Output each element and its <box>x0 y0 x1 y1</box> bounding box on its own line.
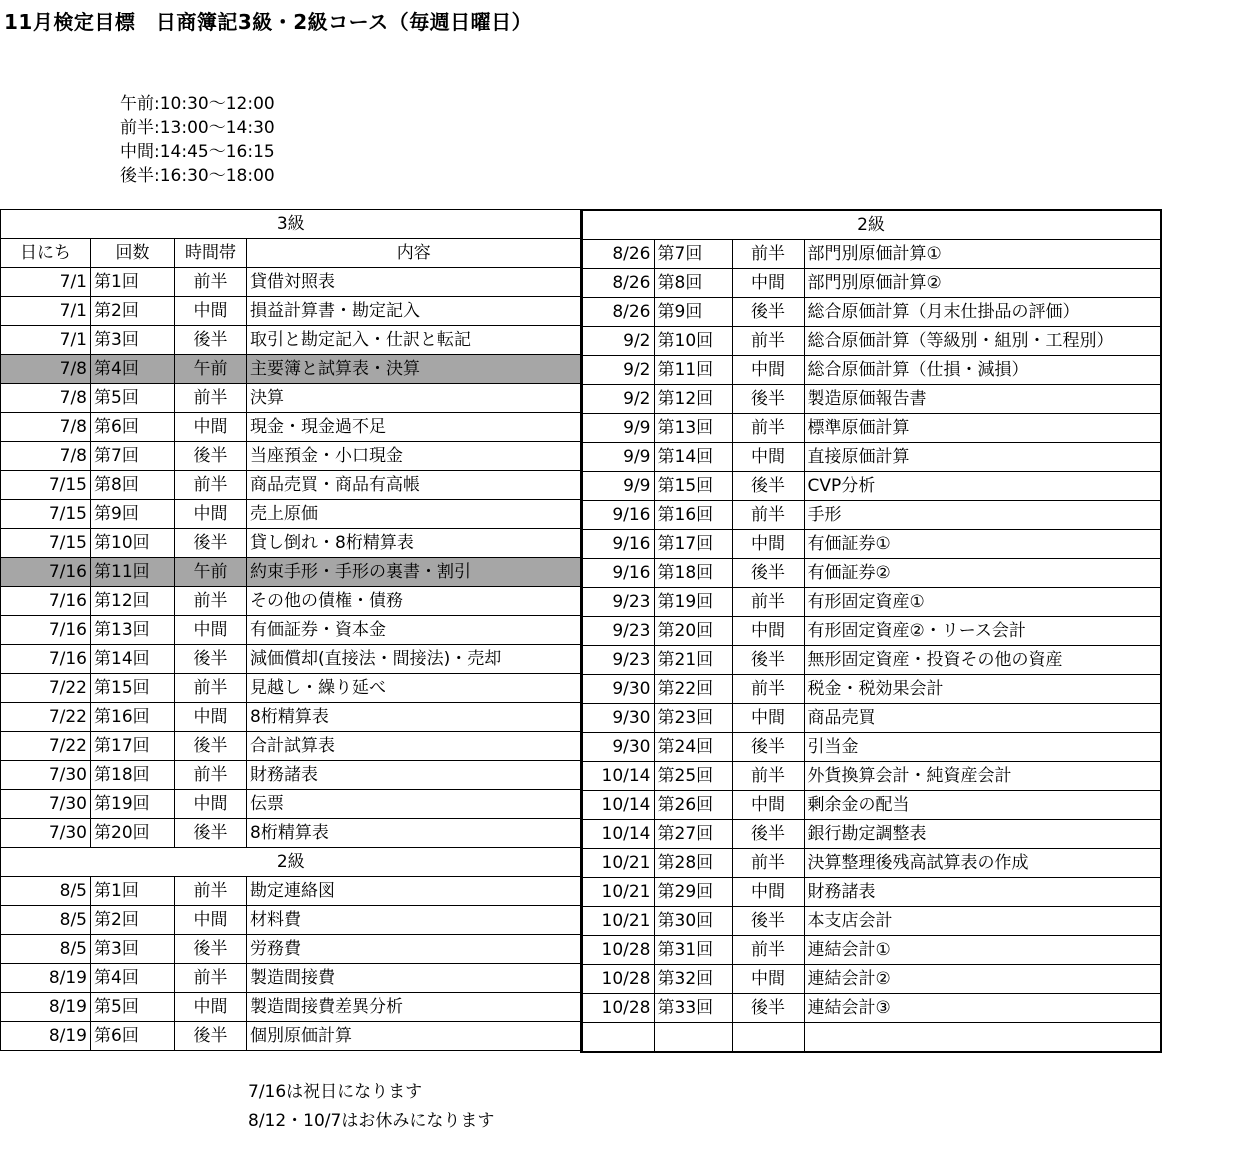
lesson-number-cell: 第11回 <box>91 558 175 587</box>
lesson-number-cell: 第17回 <box>91 732 175 761</box>
date-cell: 8/26 <box>581 269 654 298</box>
content-cell: 貸し倒れ・8桁精算表 <box>247 529 582 558</box>
table-row <box>1 645 582 674</box>
table-row <box>581 240 1161 269</box>
lesson-number-cell: 第25回 <box>654 762 732 791</box>
date-cell: 8/5 <box>1 935 91 964</box>
date-cell: 10/21 <box>581 849 654 878</box>
table-row <box>581 443 1161 472</box>
section-header-row <box>1 848 582 877</box>
content-cell: 取引と勘定記入・仕訳と転記 <box>247 326 582 355</box>
lesson-number-cell: 第33回 <box>654 994 732 1023</box>
lesson-number-cell: 第22回 <box>654 675 732 704</box>
content-cell: 手形 <box>804 501 1161 530</box>
date-cell: 7/8 <box>1 413 91 442</box>
date-cell: 7/16 <box>1 616 91 645</box>
date-cell: 9/2 <box>581 327 654 356</box>
time-slot-cell: 前半 <box>732 936 804 965</box>
table-row <box>581 994 1161 1023</box>
lesson-number-cell: 第2回 <box>91 906 175 935</box>
table-row <box>1 268 582 297</box>
table-row <box>581 472 1161 501</box>
time-slot-cell: 後半 <box>175 529 247 558</box>
slot-column-header: 時間帯 <box>175 239 247 268</box>
content-cell: 部門別原価計算② <box>804 269 1161 298</box>
lesson-number-cell: 第17回 <box>654 530 732 559</box>
number-column-header: 回数 <box>91 239 175 268</box>
date-cell: 7/30 <box>1 761 91 790</box>
time-slot-cell: 後半 <box>732 559 804 588</box>
time-slot-cell: 前半 <box>175 877 247 906</box>
table-row <box>1 1022 582 1051</box>
lesson-number-cell: 第26回 <box>654 791 732 820</box>
table-row <box>581 356 1161 385</box>
lesson-number-cell: 第18回 <box>91 761 175 790</box>
table-row <box>581 820 1161 849</box>
content-cell: 現金・現金過不足 <box>247 413 582 442</box>
time-slot-cell: 後半 <box>175 732 247 761</box>
section-header-grade2: 2級 <box>1 848 582 877</box>
time-slot-cell: 中間 <box>175 297 247 326</box>
lesson-number-cell: 第1回 <box>91 268 175 297</box>
date-cell: 7/16 <box>1 587 91 616</box>
content-cell: 約束手形・手形の裏書・割引 <box>247 558 582 587</box>
content-cell: 有価証券① <box>804 530 1161 559</box>
time-slot-cell: 午前 <box>175 355 247 384</box>
lesson-number-cell: 第11回 <box>654 356 732 385</box>
table-row <box>1 935 582 964</box>
content-cell: 剰余金の配当 <box>804 791 1161 820</box>
section-header-grade2: 2級 <box>581 210 1161 240</box>
time-slot-cell: 前半 <box>732 675 804 704</box>
time-slot-cell: 前半 <box>732 240 804 269</box>
content-cell: 総合原価計算（等級別・組別・工程別） <box>804 327 1161 356</box>
lesson-number-cell: 第6回 <box>91 1022 175 1051</box>
lesson-number-cell: 第12回 <box>91 587 175 616</box>
date-column-header: 日にち <box>1 239 91 268</box>
date-cell: 10/28 <box>581 965 654 994</box>
table-row <box>581 878 1161 907</box>
table-row <box>1 558 582 587</box>
table-row <box>581 907 1161 936</box>
section-header-grade3: 3級 <box>1 210 582 239</box>
content-cell: 材料費 <box>247 906 582 935</box>
date-cell: 7/22 <box>1 703 91 732</box>
content-cell: 減価償却(直接法・間接法)・売却 <box>247 645 582 674</box>
lesson-number-cell: 第31回 <box>654 936 732 965</box>
time-slot-cell: 後半 <box>732 646 804 675</box>
table-row <box>581 936 1161 965</box>
lesson-number-cell: 第24回 <box>654 733 732 762</box>
date-cell: 7/30 <box>1 790 91 819</box>
content-column-header: 内容 <box>247 239 582 268</box>
time-slot-cell: 中間 <box>732 443 804 472</box>
lesson-number-cell: 第15回 <box>654 472 732 501</box>
content-cell: 個別原価計算 <box>247 1022 582 1051</box>
time-slot-cell: 中間 <box>175 993 247 1022</box>
table-row <box>581 530 1161 559</box>
time-slot-cell: 中間 <box>175 500 247 529</box>
time-slot-cell: 前半 <box>175 268 247 297</box>
date-cell: 9/16 <box>581 501 654 530</box>
content-cell: 直接原価計算 <box>804 443 1161 472</box>
lesson-number-cell: 第16回 <box>654 501 732 530</box>
time-slot-cell: 中間 <box>732 704 804 733</box>
content-cell: 製造間接費 <box>247 964 582 993</box>
lesson-number-cell: 第6回 <box>91 413 175 442</box>
date-cell: 7/15 <box>1 500 91 529</box>
time-slot-cell: 中間 <box>175 703 247 732</box>
table-row <box>1 355 582 384</box>
lesson-number-cell: 第14回 <box>654 443 732 472</box>
date-cell: 7/15 <box>1 471 91 500</box>
lesson-number-cell: 第23回 <box>654 704 732 733</box>
lesson-number-cell: 第20回 <box>654 617 732 646</box>
time-slot-cell: 中間 <box>175 906 247 935</box>
time-slot-cell: 後半 <box>732 907 804 936</box>
date-cell: 10/21 <box>581 907 654 936</box>
time-slot-cell: 前半 <box>732 414 804 443</box>
time-slot-line: 午前:10:30～12:00 <box>120 94 275 114</box>
content-cell: 有形固定資産① <box>804 588 1161 617</box>
table-row <box>581 704 1161 733</box>
time-slot-cell: 前半 <box>175 384 247 413</box>
content-cell: 無形固定資産・投資その他の資産 <box>804 646 1161 675</box>
date-cell: 8/19 <box>1 964 91 993</box>
table-row <box>581 385 1161 414</box>
lesson-number-cell: 第9回 <box>91 500 175 529</box>
date-cell: 9/16 <box>581 530 654 559</box>
table-row <box>1 471 582 500</box>
table-row <box>1 616 582 645</box>
content-cell: 勘定連絡図 <box>247 877 582 906</box>
page-title: 11月検定目標 日商簿記3級・2級コース（毎週日曜日） <box>4 10 533 34</box>
table-row <box>1 993 582 1022</box>
date-cell: 8/26 <box>581 240 654 269</box>
date-cell: 8/19 <box>1 993 91 1022</box>
time-slot-cell: 後半 <box>732 472 804 501</box>
content-cell: 製造間接費差異分析 <box>247 993 582 1022</box>
time-slot-cell: 後半 <box>175 1022 247 1051</box>
content-cell <box>804 1023 1161 1053</box>
table-row <box>581 298 1161 327</box>
date-cell: 9/2 <box>581 356 654 385</box>
content-cell: 総合原価計算（仕損・減損） <box>804 356 1161 385</box>
time-slot-cell: 中間 <box>732 791 804 820</box>
date-cell: 8/5 <box>1 877 91 906</box>
content-cell: 財務諸表 <box>804 878 1161 907</box>
grade2-schedule-table <box>580 209 1162 1053</box>
time-slot-cell: 後半 <box>732 385 804 414</box>
lesson-number-cell: 第19回 <box>654 588 732 617</box>
time-slot-cell: 後半 <box>175 326 247 355</box>
lesson-number-cell: 第15回 <box>91 674 175 703</box>
lesson-number-cell: 第10回 <box>91 529 175 558</box>
lesson-number-cell: 第3回 <box>91 935 175 964</box>
content-cell: 有形固定資産②・リース会計 <box>804 617 1161 646</box>
lesson-number-cell: 第19回 <box>91 790 175 819</box>
table-row <box>581 849 1161 878</box>
date-cell: 8/26 <box>581 298 654 327</box>
lesson-number-cell: 第12回 <box>654 385 732 414</box>
lesson-number-cell: 第20回 <box>91 819 175 848</box>
table-row <box>581 1023 1161 1053</box>
date-cell: 9/23 <box>581 588 654 617</box>
time-slot-cell: 前半 <box>175 587 247 616</box>
time-slot-cell: 後半 <box>175 935 247 964</box>
time-slot-cell: 前半 <box>732 588 804 617</box>
content-cell: 銀行勘定調整表 <box>804 820 1161 849</box>
content-cell: 労務費 <box>247 935 582 964</box>
lesson-number-cell: 第18回 <box>654 559 732 588</box>
date-cell: 7/30 <box>1 819 91 848</box>
table-row <box>1 964 582 993</box>
date-cell: 7/8 <box>1 442 91 471</box>
content-cell: 商品売買・商品有高帳 <box>247 471 582 500</box>
time-slot-cell: 後半 <box>175 645 247 674</box>
content-cell: 合計試算表 <box>247 732 582 761</box>
table-row <box>1 674 582 703</box>
table-row <box>581 501 1161 530</box>
time-slot-cell: 後半 <box>732 994 804 1023</box>
date-cell: 7/22 <box>1 674 91 703</box>
lesson-number-cell: 第27回 <box>654 820 732 849</box>
time-slot-cell: 午前 <box>175 558 247 587</box>
content-cell: 連結会計③ <box>804 994 1161 1023</box>
date-cell: 9/23 <box>581 617 654 646</box>
table-row <box>581 559 1161 588</box>
date-cell: 7/16 <box>1 558 91 587</box>
table-row <box>1 761 582 790</box>
table-row <box>581 588 1161 617</box>
table-row <box>581 414 1161 443</box>
content-cell: 有価証券・資本金 <box>247 616 582 645</box>
date-cell: 7/8 <box>1 384 91 413</box>
content-cell: CVP分析 <box>804 472 1161 501</box>
lesson-number-cell: 第14回 <box>91 645 175 674</box>
lesson-number-cell: 第7回 <box>654 240 732 269</box>
time-slot-line: 前半:13:00～14:30 <box>120 118 275 138</box>
content-cell: 損益計算書・勘定記入 <box>247 297 582 326</box>
date-cell: 10/28 <box>581 936 654 965</box>
content-cell: その他の債権・債務 <box>247 587 582 616</box>
table-row <box>581 269 1161 298</box>
time-slot-cell: 前半 <box>732 849 804 878</box>
table-row <box>1 877 582 906</box>
time-slot-cell: 中間 <box>732 530 804 559</box>
time-slot-cell: 前半 <box>175 964 247 993</box>
date-cell: 9/30 <box>581 704 654 733</box>
content-cell: 8桁精算表 <box>247 819 582 848</box>
time-slot-cell: 後半 <box>732 298 804 327</box>
time-slot-cell: 中間 <box>732 878 804 907</box>
lesson-number-cell: 第13回 <box>91 616 175 645</box>
content-cell: 連結会計② <box>804 965 1161 994</box>
lesson-number-cell: 第29回 <box>654 878 732 907</box>
date-cell: 9/30 <box>581 675 654 704</box>
lesson-number-cell: 第4回 <box>91 964 175 993</box>
content-cell: 当座預金・小口現金 <box>247 442 582 471</box>
time-slot-line: 中間:14:45～16:15 <box>120 142 275 162</box>
date-cell: 9/16 <box>581 559 654 588</box>
date-cell: 9/9 <box>581 443 654 472</box>
time-slot-legend <box>120 92 275 188</box>
date-cell: 8/19 <box>1 1022 91 1051</box>
lesson-number-cell: 第9回 <box>654 298 732 327</box>
content-cell: 主要簿と試算表・決算 <box>247 355 582 384</box>
time-slot-cell: 中間 <box>175 413 247 442</box>
date-cell: 7/22 <box>1 732 91 761</box>
content-cell: 有価証券② <box>804 559 1161 588</box>
date-cell: 7/15 <box>1 529 91 558</box>
content-cell: 貸借対照表 <box>247 268 582 297</box>
table-row <box>1 819 582 848</box>
content-cell: 決算 <box>247 384 582 413</box>
time-slot-cell: 前半 <box>175 674 247 703</box>
content-cell: 決算整理後残高試算表の作成 <box>804 849 1161 878</box>
content-cell: 税金・税効果会計 <box>804 675 1161 704</box>
lesson-number-cell: 第1回 <box>91 877 175 906</box>
date-cell: 9/30 <box>581 733 654 762</box>
notes <box>248 1078 494 1136</box>
table-row <box>1 326 582 355</box>
table-row <box>1 413 582 442</box>
content-cell: 伝票 <box>247 790 582 819</box>
lesson-number-cell: 第28回 <box>654 849 732 878</box>
lesson-number-cell: 第2回 <box>91 297 175 326</box>
content-cell: 財務諸表 <box>247 761 582 790</box>
table-row <box>1 500 582 529</box>
lesson-number-cell: 第30回 <box>654 907 732 936</box>
table-row <box>1 703 582 732</box>
content-cell: 製造原価報告書 <box>804 385 1161 414</box>
lesson-number-cell: 第8回 <box>654 269 732 298</box>
time-slot-cell: 前半 <box>175 761 247 790</box>
lesson-number-cell: 第5回 <box>91 993 175 1022</box>
date-cell: 10/14 <box>581 820 654 849</box>
date-cell: 7/1 <box>1 268 91 297</box>
table-row <box>1 442 582 471</box>
content-cell: 商品売買 <box>804 704 1161 733</box>
date-cell: 7/1 <box>1 326 91 355</box>
table-row <box>1 384 582 413</box>
content-cell: 8桁精算表 <box>247 703 582 732</box>
date-cell: 10/14 <box>581 762 654 791</box>
table-row <box>581 646 1161 675</box>
table-row <box>1 587 582 616</box>
content-cell: 売上原価 <box>247 500 582 529</box>
time-slot-cell: 後半 <box>175 442 247 471</box>
table-row <box>581 327 1161 356</box>
table-row <box>581 733 1161 762</box>
time-slot-cell: 前半 <box>732 501 804 530</box>
lesson-number-cell: 第13回 <box>654 414 732 443</box>
lesson-number-cell: 第21回 <box>654 646 732 675</box>
content-cell: 引当金 <box>804 733 1161 762</box>
date-cell: 10/21 <box>581 878 654 907</box>
date-cell: 10/14 <box>581 791 654 820</box>
content-cell: 見越し・繰り延べ <box>247 674 582 703</box>
table-row <box>581 791 1161 820</box>
content-cell: 連結会計① <box>804 936 1161 965</box>
date-cell: 9/9 <box>581 472 654 501</box>
date-cell <box>581 1023 654 1053</box>
content-cell: 総合原価計算（月末仕掛品の評価） <box>804 298 1161 327</box>
date-cell: 7/1 <box>1 297 91 326</box>
lesson-number-cell: 第7回 <box>91 442 175 471</box>
table-row <box>1 790 582 819</box>
lesson-number-cell: 第5回 <box>91 384 175 413</box>
time-slot-cell: 中間 <box>732 965 804 994</box>
time-slot-cell: 中間 <box>732 617 804 646</box>
date-cell: 8/5 <box>1 906 91 935</box>
column-header-row <box>1 239 582 268</box>
lesson-number-cell <box>654 1023 732 1053</box>
table-row <box>1 906 582 935</box>
table-row <box>581 965 1161 994</box>
date-cell: 9/2 <box>581 385 654 414</box>
time-slot-cell: 中間 <box>175 790 247 819</box>
lesson-number-cell: 第16回 <box>91 703 175 732</box>
table-row <box>1 529 582 558</box>
lesson-number-cell: 第8回 <box>91 471 175 500</box>
time-slot-cell: 中間 <box>732 356 804 385</box>
date-cell: 9/9 <box>581 414 654 443</box>
table-row <box>581 675 1161 704</box>
lesson-number-cell: 第3回 <box>91 326 175 355</box>
note-closed-days: 8/12・10/7はお休みになります <box>248 1111 495 1131</box>
table-row <box>581 617 1161 646</box>
time-slot-cell: 中間 <box>175 616 247 645</box>
table-row <box>1 297 582 326</box>
time-slot-cell: 前半 <box>732 327 804 356</box>
time-slot-line: 後半:16:30～18:00 <box>120 166 275 186</box>
date-cell: 7/8 <box>1 355 91 384</box>
table-row <box>1 732 582 761</box>
note-holiday: 7/16は祝日になります <box>248 1082 423 1102</box>
content-cell: 標準原価計算 <box>804 414 1161 443</box>
time-slot-cell: 前半 <box>175 471 247 500</box>
time-slot-cell: 後半 <box>732 820 804 849</box>
content-cell: 外貨換算会計・純資産会計 <box>804 762 1161 791</box>
content-cell: 部門別原価計算① <box>804 240 1161 269</box>
grade3-schedule-table <box>0 209 583 1051</box>
content-cell: 本支店会計 <box>804 907 1161 936</box>
time-slot-cell: 後半 <box>175 819 247 848</box>
date-cell: 7/16 <box>1 645 91 674</box>
section-header-row <box>1 210 582 239</box>
date-cell: 9/23 <box>581 646 654 675</box>
lesson-number-cell: 第32回 <box>654 965 732 994</box>
lesson-number-cell: 第4回 <box>91 355 175 384</box>
lesson-number-cell: 第10回 <box>654 327 732 356</box>
time-slot-cell: 後半 <box>732 733 804 762</box>
table-row <box>581 762 1161 791</box>
date-cell: 10/28 <box>581 994 654 1023</box>
section-header-row <box>581 210 1161 240</box>
time-slot-cell <box>732 1023 804 1053</box>
time-slot-cell: 中間 <box>732 269 804 298</box>
time-slot-cell: 前半 <box>732 762 804 791</box>
